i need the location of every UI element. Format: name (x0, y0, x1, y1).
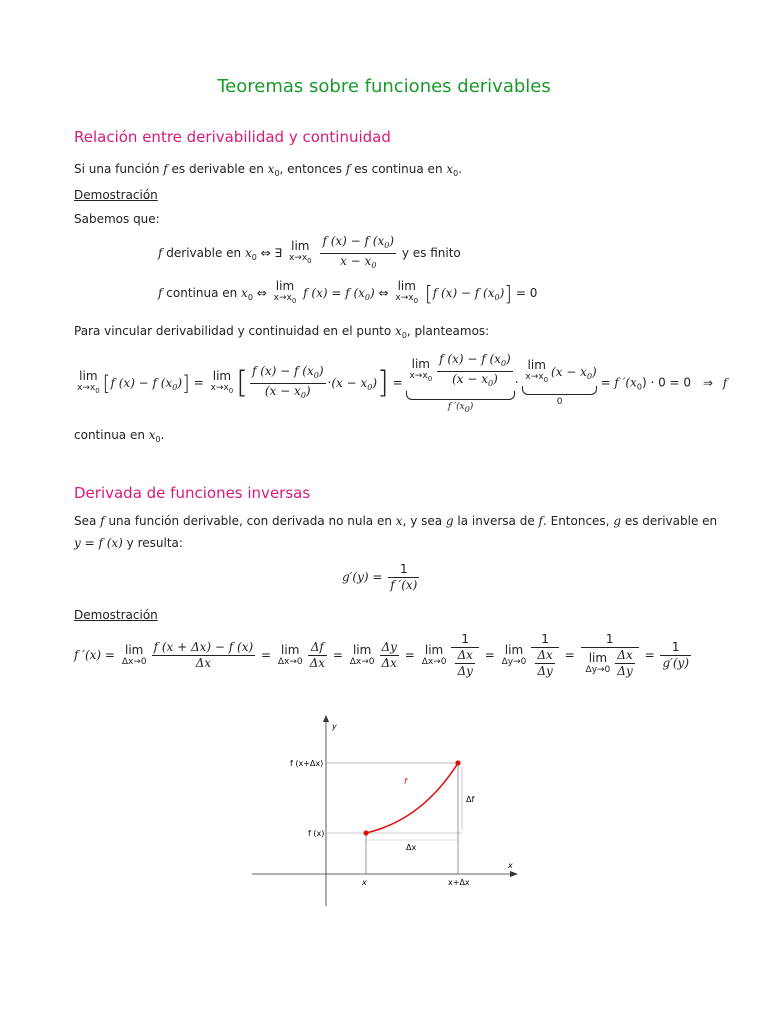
f-x-dx-label: f (x+Δx) (290, 759, 324, 768)
continuity-conclusion: continua en $x_0$. (74, 428, 165, 444)
theorem-statement-2: Sea f una función derivable, con derivada no nula en x, y sea g la inversa de f. Entonces, g es derivable en (74, 514, 718, 528)
continuous-definition: f continua en $x_0$ ⇔ lim $x\to x_0$ f (x) = f $(x_0)$ ⇔ lim $x\to x_0$ [f (x) − f $(x_0)] = 0$ (158, 279, 538, 306)
derivable-definition: f derivable en $x_0$ ⇔ ∃ lim $x\to x_0$ $\frac{f (x) - f (x_0)}{x - x_0}$ y es finito (158, 234, 461, 270)
demonstration-label-1: Demostración (74, 188, 158, 202)
x-dx-tick-label: x+Δx (448, 878, 470, 887)
inverse-derivative-proof-chain: f ′(x) = lim Δx→0 $\frac{f (x + \Delta x) - f (x)}{\Delta x}$ = lim Δx→0 $\frac{\Delta f}{\Delta x}$ = lim Δx→0 $\frac{\Delta y}{\Delta x}$ = lim Δx→0 $\frac{1}{\frac{\Delta x}{\Delta y}}$ = lim Δy→0 $\frac{1}{\frac{\Delta x}{\Delta y}}$ = 1 lim Δy→0 $\frac{\Delta x}{\Delta y}$ = $\frac{1}{g'(y)}$ (74, 632, 690, 678)
page-title: Teoremas sobre funciones derivables (217, 76, 551, 97)
x-axis-label: x (508, 861, 513, 870)
continuity-proof-equation: lim $x\to x_0$ [f (x) − f $(x_0)] = \lim$ $x\to x_0$ [ $\frac{f (x) - f (x_0)}{(x - x_0)}$ $\cdot(x - x_0)] = \lim$ $x\to x_0$ $\frac{f (x) - f (x_0)}{(x - x_0)}$ f $'(x_0)$ · lim $x\to x_0$ $(x - x_0)$ 0 = f $'(x_0) \cdot 0 = 0$ ⇒ f (77, 352, 728, 414)
delta-f-label: Δf (466, 795, 475, 804)
x-tick-label: x (362, 878, 367, 887)
theorem-statement-1: Si una función f es derivable en $x_0$, entonces f es continua en $x_0$. (74, 162, 463, 178)
theorem-statement-2-cont: y = f (x) y resulta: (74, 536, 183, 550)
function-curve (366, 763, 458, 833)
derivative-graph (250, 712, 530, 912)
point-x-dx (455, 760, 460, 765)
sabemos-text: Sabemos que: (74, 212, 160, 226)
demonstration-label-2: Demostración (74, 608, 158, 622)
vincular-text: Para vincular derivabilidad y continuidad en el punto $x_0$, planteamos: (74, 324, 490, 340)
section-heading-derivability-continuity: Relación entre derivabilidad y continuidad (74, 128, 391, 146)
delta-x-label: Δx (406, 843, 417, 852)
f-x-label: f (x) (308, 829, 325, 838)
inverse-derivative-formula: g′(y) = $\frac{1}{f '(x)}$ (342, 562, 418, 592)
point-x (363, 830, 368, 835)
y-axis-label: y (332, 722, 337, 731)
curve-label: f (404, 777, 407, 786)
section-heading-inverse-derivative: Derivada de funciones inversas (74, 484, 311, 502)
